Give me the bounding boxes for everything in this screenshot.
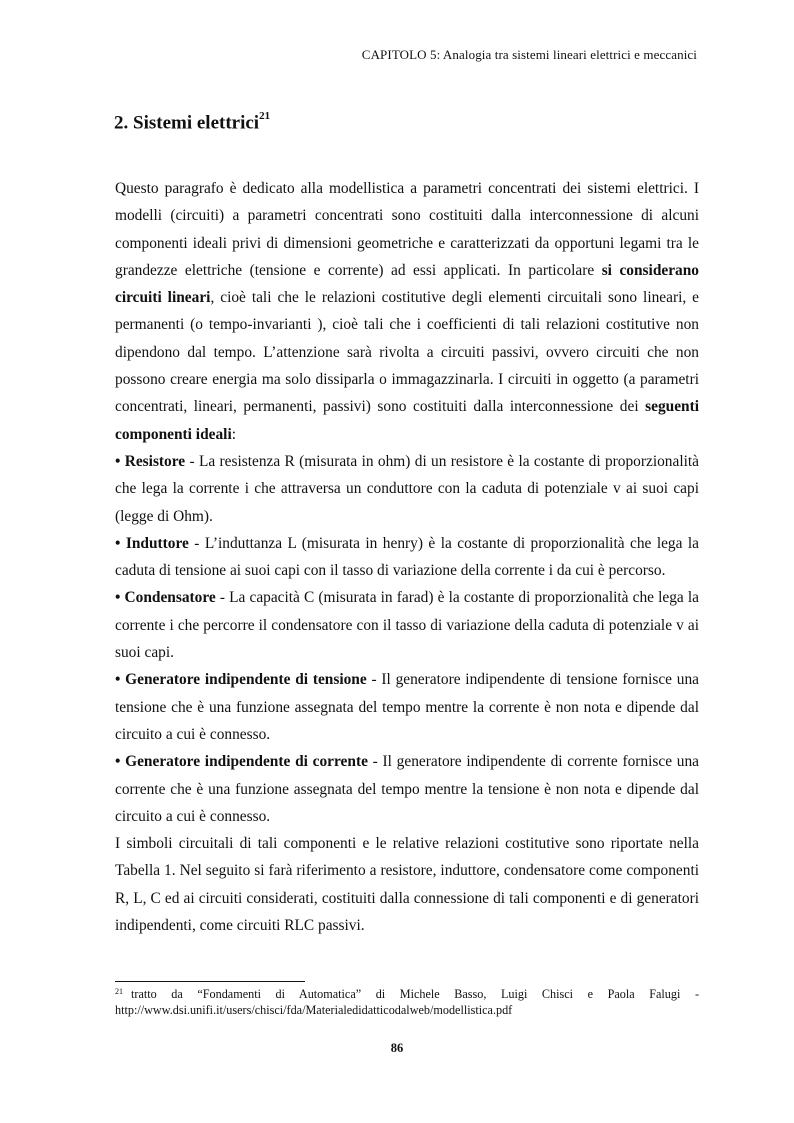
closing-paragraph: I simboli circuitali di tali componenti e le relative relazioni costitutive sono riportate nella Tabella 1. Nel seguito si farà riferimento a resistore, induttore, condensatore come componenti R, L, C ed ai circuiti considerati, costituiti dalla connessione di tali componenti e di generatori indipendenti, come circuiti RLC passivi.	[115, 835, 699, 935]
footnote-reference: 21	[259, 110, 271, 122]
item-text: - La resistenza R (misurata in ohm) di un resistore è la costante di proporzionalità che lega la corrente i che attraversa un conduttore con la caduta di potenziale v ai suoi capi (legge di Ohm).	[115, 452, 699, 525]
item-text: - La capacità C (misurata in farad) è la costante di proporzionalità che lega la corrente i che percorre il condensatore con il tasso di variazione della caduta di potenziale v ai suoi capi.	[115, 589, 699, 662]
intro-text-1: Questo paragrafo è dedicato alla modellistica a parametri concentrati dei sistemi elettrici. I modelli (circuiti) a parametri concentrati sono costituiti dalla interconnessione di alcuni componenti ideali privi di dimensioni geometriche e caratterizzati da opportuni legami tra le grandezze elettriche (tensione e corrente) ad essi applicati. In particolare	[115, 180, 699, 279]
intro-bold-1: si considerano circuiti lineari	[115, 261, 699, 307]
list-item-resistore	[115, 448, 699, 530]
list-item-generatore-tensione	[115, 666, 699, 748]
item-name: • Generatore indipendente di tensione	[115, 671, 367, 689]
section-title	[114, 112, 270, 134]
section-title-text: 2. Sistemi elettrici	[114, 112, 260, 134]
item-name: • Condensatore	[115, 589, 216, 607]
item-text: - Il generatore indipendente di tensione fornisce una tensione che è una funzione assegnata del tempo mentre la corrente è non nota e dipende dal circuito a cui è connesso.	[115, 671, 700, 743]
intro-text-3: :	[231, 425, 236, 443]
page-number: 86	[390, 1041, 404, 1055]
footnote-divider	[115, 981, 305, 982]
running-header: CAPITOLO 5: Analogia tra sistemi lineari elettrici e meccanici	[361, 47, 697, 62]
item-text: - L’induttanza L (misurata in henry) è la costante di proporzionalità che lega la caduta di tensione ai suoi capi con il tasso di variazione della corrente i da cui è percorso.	[115, 534, 700, 580]
list-item-induttore	[115, 530, 699, 585]
item-text: - Il generatore indipendente di corrente fornisce una corrente che è una funzione assegnata del tempo mentre la tensione è non nota e dipende dal circuito a cui è connesso.	[115, 753, 699, 825]
item-name: • Generatore indipendente di corrente	[115, 753, 368, 771]
body-text	[115, 175, 699, 939]
footnote-number: 21	[115, 987, 123, 996]
list-item-generatore-corrente	[115, 748, 699, 830]
item-name: • Induttore	[115, 534, 189, 552]
intro-text-2: , cioè tali che le relazioni costitutive degli elementi circuitali sono lineari, e permanenti (o tempo-invarianti ), cioè tali che i coefficienti di tali relazioni costitutive non dipendono dal tempo. L’attenzione sarà rivolta a circuiti passivi, ovvero circuiti che non possono creare energia ma solo dissiparla o immagazzinarla. I circuiti in oggetto (a parametri concentrati, lineari, permanenti, passivi) sono costituiti dalla interconnessione dei	[115, 289, 699, 416]
footnote	[115, 986, 699, 1018]
list-item-condensatore	[115, 584, 699, 666]
item-name: • Resistore	[115, 452, 186, 470]
intro-bold-2: seguenti componenti ideali	[115, 398, 699, 443]
footnote-text: tratto da “Fondamenti di Automatica” di Michele Basso, Luigi Chisci e Paola Falugi - http://www.dsi.unifi.it/users/chisci/fda/Materialedidatticodalweb/modellistica.pdf	[115, 987, 699, 1017]
intro-paragraph	[115, 175, 699, 448]
